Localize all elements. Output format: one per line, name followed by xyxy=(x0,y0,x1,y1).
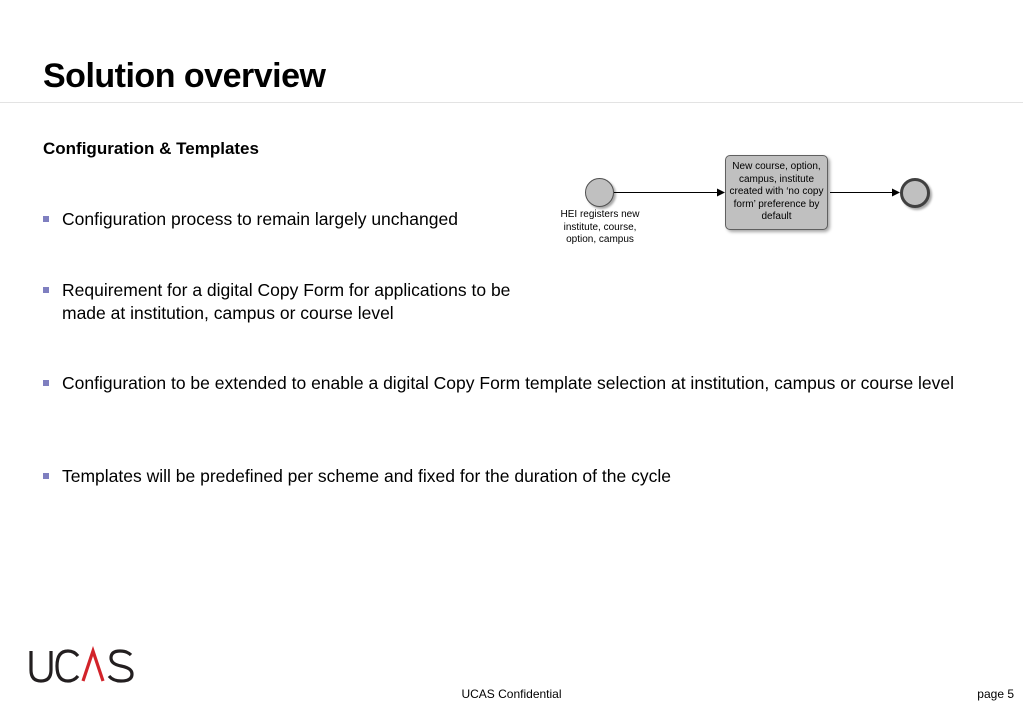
bullet-marker-icon xyxy=(43,380,49,386)
bullet-text: Templates will be predefined per scheme and fixed for the duration of the cycle xyxy=(62,466,671,486)
process-diagram xyxy=(550,150,950,280)
bullet-text: Requirement for a digital Copy Form for applications to be made at institution, campus or course level xyxy=(62,280,511,323)
task-box xyxy=(725,155,828,230)
footer-confidential: UCAS Confidential xyxy=(461,687,562,701)
bullet-item xyxy=(43,465,963,488)
title-divider xyxy=(0,102,1023,103)
start-event-circle xyxy=(585,178,614,207)
bullet-item xyxy=(43,208,523,231)
page-title: Solution overview xyxy=(43,57,326,95)
bullet-text: Configuration to be extended to enable a digital Copy Form template selection at institution, campus or course level xyxy=(62,373,955,393)
end-event-circle xyxy=(900,178,930,208)
page-number: page 5 xyxy=(977,687,1014,701)
bullet-item xyxy=(43,279,523,325)
bullet-marker-icon xyxy=(43,216,49,222)
bullet-item xyxy=(43,372,963,395)
bullet-marker-icon xyxy=(43,287,49,293)
task-label: New course, option, campus, institute created with ‘no copy form’ preference by default xyxy=(729,161,824,223)
bullet-marker-icon xyxy=(43,473,49,479)
ucas-logo xyxy=(28,646,138,686)
start-event-label: HEI registers new institute, course, option, campus xyxy=(560,209,640,246)
section-heading: Configuration & Templates xyxy=(43,139,259,158)
ucas-logo-icon xyxy=(28,646,138,686)
bullet-text: Configuration process to remain largely unchanged xyxy=(62,209,458,229)
